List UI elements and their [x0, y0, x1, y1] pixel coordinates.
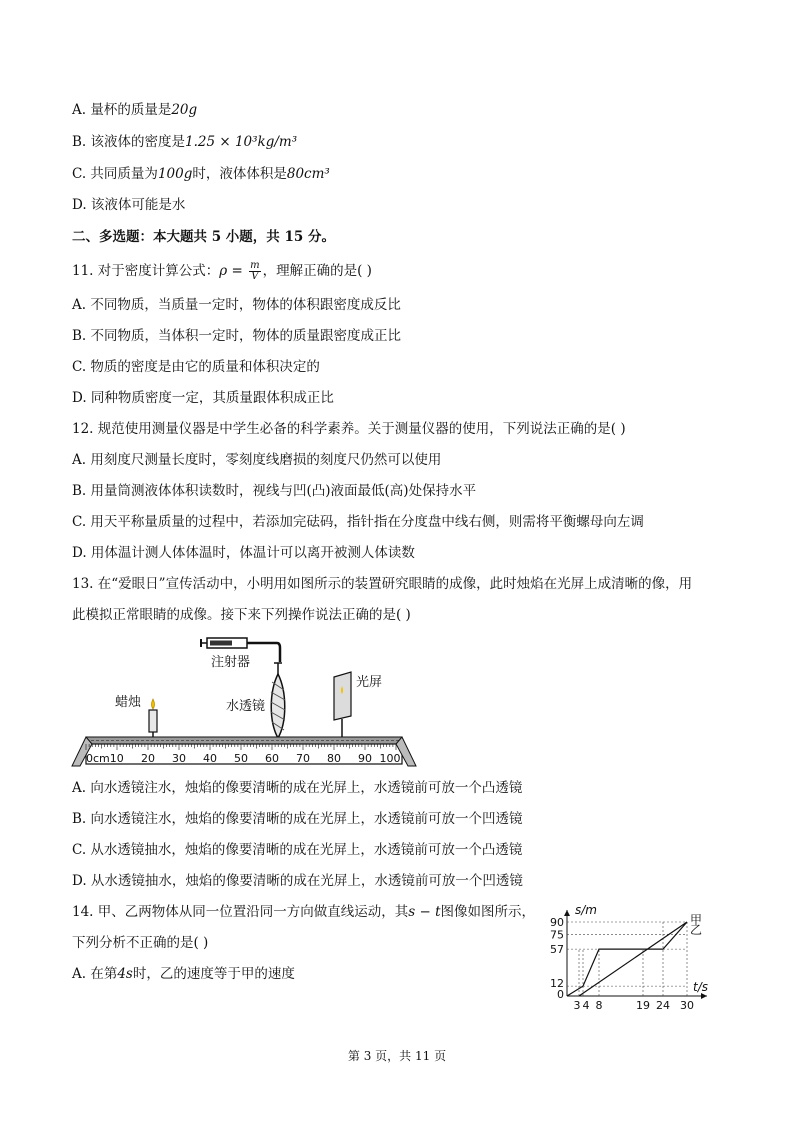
q11-option-b: B. 不同物质，当体积一定时，物体的质量跟密度成正比 [72, 328, 402, 344]
label-syringe: 注射器 [211, 655, 251, 670]
label-candle: 蜡烛 [115, 695, 142, 710]
series-line-yi [567, 922, 687, 996]
q10-option-b: B. 该液体的密度是1.25 × 10³kg/m³ [72, 134, 298, 150]
q12-option-c: C. 用天平称量质量的过程中，若添加完砝码，指针指在分度盘中线右侧，则需将平衡螺母向左调 [72, 514, 644, 530]
q11-stem: 11. 对于密度计算公式：ρ = $\frac{m}{V}$ ，理解正确的是( ) [72, 260, 372, 282]
ruler-label-30: 30 [172, 752, 186, 765]
ruler-label-100: 100 [379, 752, 401, 765]
q10-option-c: C. 共同质量为100g时，液体体积是80cm³ [72, 166, 330, 182]
x-tick-label: 19 [636, 999, 650, 1012]
x-tick-label: 3 [573, 999, 581, 1012]
q14-stem-line2: 下列分析不正确的是( ) [72, 935, 209, 951]
ruler-label-60: 60 [265, 752, 279, 765]
q13-option-c: C. 从水透镜抽水，烛焰的像要清晰的成在光屏上，水透镜前可放一个凸透镜 [72, 842, 523, 858]
y-axis-arrow [564, 910, 570, 916]
q11-option-c: C. 物质的密度是由它的质量和体积决定的 [72, 359, 320, 375]
ruler-label-90: 90 [358, 752, 372, 765]
ruler-label-50: 50 [234, 752, 248, 765]
q10-option-d: D. 该液体可能是水 [72, 197, 186, 213]
y-tick-label: 12 [550, 977, 564, 991]
x-tick-label: 4 [582, 999, 590, 1012]
label-water-lens: 水透镜 [226, 699, 266, 714]
q13-stem-line1: 13. 在“爱眼日”宣传活动中，小明用如图所示的装置研究眼睛的成像，此时烛焰在光屏上成清晰的像，用 [72, 576, 693, 592]
label-screen: 光屏 [356, 675, 383, 690]
y-tick-label: 90 [550, 916, 564, 929]
ruler-label-40: 40 [203, 752, 217, 765]
y-axis-label: s/m [575, 903, 597, 917]
q13-stem-line2: 此模拟正常眼睛的成像。接下来下列操作说法正确的是( ) [72, 607, 411, 623]
q14-option-a: A. 在第4s时，乙的速度等于甲的速度 [72, 966, 295, 982]
y-tick-label: 57 [550, 943, 564, 957]
series-label-jia: 甲 [690, 913, 703, 927]
ruler-label-0: 0cm10 [86, 752, 124, 765]
page-footer: 第 3 页，共 11 页 [347, 1049, 447, 1063]
s-t-chart [540, 900, 720, 1018]
q11-option-d: D. 同种物质密度一定，其质量跟体积成正比 [72, 390, 334, 406]
q13-option-d: D. 从水透镜抽水，烛焰的像要清晰的成在光屏上，水透镜前可放一个凹透镜 [72, 873, 523, 889]
x-tick-label: 30 [680, 999, 694, 1012]
section-title-multiple-choice: 二、多选题：本大题共 5 小题，共 15 分。 [72, 229, 335, 245]
optical-bench-figure [70, 634, 430, 770]
q12-stem: 12. 规范使用测量仪器是中学生必备的科学素养。关于测量仪器的使用，下列说法正确的是( ) [72, 421, 626, 437]
y-tick-label: 75 [550, 928, 564, 942]
x-tick-label: 24 [656, 999, 670, 1012]
series-label-yi: 乙 [690, 923, 703, 938]
y-tick-label: 0 [557, 988, 564, 1001]
q13-option-b: B. 向水透镜注水，烛焰的像要清晰的成在光屏上，水透镜前可放一个凹透镜 [72, 811, 523, 827]
q12-option-b: B. 用量筒测液体体积读数时，视线与凹(凸)液面最低(高)处保持水平 [72, 483, 477, 499]
q12-option-a: A. 用刻度尺测量长度时，零刻度线磨损的刻度尺仍然可以使用 [72, 452, 442, 468]
ruler-label-20: 20 [141, 752, 155, 765]
q11-option-a: A. 不同物质，当质量一定时，物体的体积跟密度成反比 [72, 297, 401, 313]
q12-option-d: D. 用体温计测人体体温时，体温计可以离开被测人体读数 [72, 545, 415, 561]
x-axis-label: t/s [693, 980, 708, 994]
x-tick-label: 8 [595, 999, 603, 1012]
ruler-label-80: 80 [327, 752, 341, 765]
ruler-label-70: 70 [296, 752, 310, 765]
q13-option-a: A. 向水透镜注水，烛焰的像要清晰的成在光屏上，水透镜前可放一个凸透镜 [72, 780, 523, 796]
q14-stem-line1: 14. 甲、乙两物体从同一位置沿同一方向做直线运动，其s − t图像如图所示， [72, 904, 536, 920]
q10-option-a: A. 量杯的质量是20g [72, 102, 198, 118]
density-formula-fraction: $\frac{m}{V}$ [250, 260, 260, 282]
